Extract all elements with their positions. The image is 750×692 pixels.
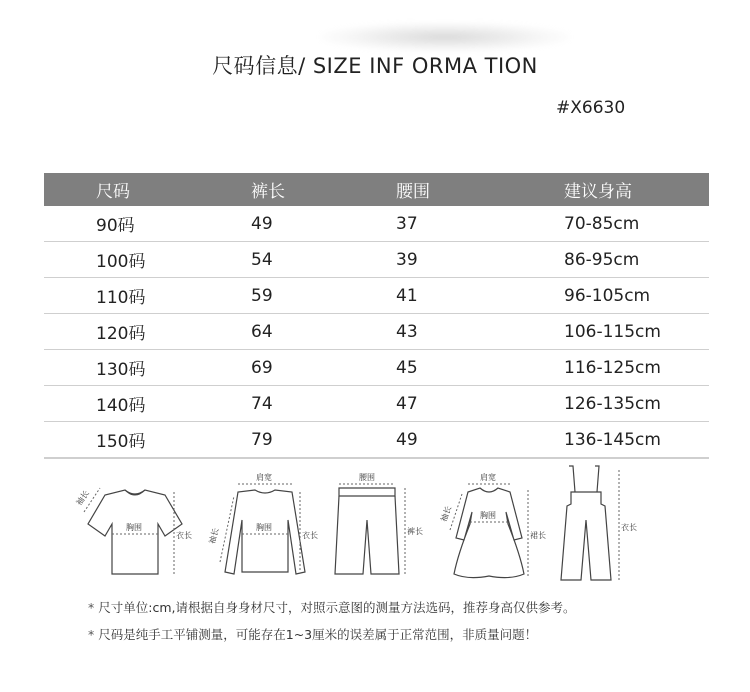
tshirt-sleeve-label: 袖长 bbox=[74, 488, 92, 508]
cell-waist: 41 bbox=[396, 278, 564, 314]
sweater-shoulder-label: 肩宽 bbox=[256, 473, 272, 482]
table-row bbox=[44, 314, 709, 350]
cell-waist: 45 bbox=[396, 350, 564, 386]
cell-size: 140码 bbox=[44, 386, 251, 422]
table-row bbox=[44, 386, 709, 422]
notes bbox=[88, 598, 576, 652]
cell-height: 136-145cm bbox=[564, 422, 709, 459]
table-row bbox=[44, 206, 709, 242]
cell-size: 100码 bbox=[44, 242, 251, 278]
cell-pants-length: 74 bbox=[251, 386, 396, 422]
cell-pants-length: 69 bbox=[251, 350, 396, 386]
header-size: 尺码 bbox=[44, 173, 251, 206]
page-title: 尺码信息/ SIZE INF ORMA TION bbox=[212, 54, 538, 78]
table-row bbox=[44, 242, 709, 278]
header-pants-length: 裤长 bbox=[251, 173, 396, 206]
asterisk-marker: * bbox=[88, 627, 95, 642]
note-item bbox=[88, 598, 576, 625]
sweater-length-label: 衣长 bbox=[302, 531, 318, 540]
table-row bbox=[44, 278, 709, 314]
cell-size: 120码 bbox=[44, 314, 251, 350]
dress-shoulder-label: 肩宽 bbox=[480, 473, 496, 482]
tshirt-length-label: 衣长 bbox=[176, 531, 192, 540]
cell-waist: 43 bbox=[396, 314, 564, 350]
tshirt-chest-label: 胸围 bbox=[126, 523, 142, 532]
header-smudge bbox=[320, 22, 570, 52]
product-code: #X6630 bbox=[556, 98, 626, 118]
cell-waist: 47 bbox=[396, 386, 564, 422]
cell-size: 110码 bbox=[44, 278, 251, 314]
sweater-sleeve-label: 袖长 bbox=[207, 527, 221, 545]
cell-height: 126-135cm bbox=[564, 386, 709, 422]
pants-diagram bbox=[325, 462, 435, 587]
header-height: 建议身高 bbox=[564, 173, 709, 206]
cell-size: 150码 bbox=[44, 422, 251, 459]
table-header-row bbox=[44, 173, 709, 206]
table-row bbox=[44, 350, 709, 386]
dress-sleeve-label: 袖长 bbox=[439, 504, 454, 524]
overalls-diagram bbox=[545, 462, 645, 587]
cell-pants-length: 54 bbox=[251, 242, 396, 278]
overalls-length-label: 衣长 bbox=[621, 523, 637, 532]
sweater-diagram bbox=[200, 462, 330, 587]
cell-height: 86-95cm bbox=[564, 242, 709, 278]
cell-size: 90码 bbox=[44, 206, 251, 242]
pants-waist-label: 腰围 bbox=[359, 473, 375, 482]
note-item bbox=[88, 625, 576, 652]
cell-waist: 49 bbox=[396, 422, 564, 459]
dress-diagram bbox=[430, 462, 550, 587]
dress-length-label: 裙长 bbox=[530, 531, 546, 540]
cell-waist: 37 bbox=[396, 206, 564, 242]
cell-height: 106-115cm bbox=[564, 314, 709, 350]
cell-pants-length: 49 bbox=[251, 206, 396, 242]
size-table bbox=[44, 173, 709, 459]
asterisk-marker: * bbox=[88, 600, 95, 615]
cell-size: 130码 bbox=[44, 350, 251, 386]
sweater-chest-label: 胸围 bbox=[256, 523, 272, 532]
cell-height: 96-105cm bbox=[564, 278, 709, 314]
note-text: 尺寸单位:cm,请根据自身身材尺寸，对照示意图的测量方法选码，推荐身高仅供参考。 bbox=[98, 600, 576, 615]
pants-length-label: 裤长 bbox=[407, 527, 423, 536]
cell-height: 70-85cm bbox=[564, 206, 709, 242]
header-waist: 腰围 bbox=[396, 173, 564, 206]
tshirt-diagram bbox=[70, 462, 200, 587]
cell-height: 116-125cm bbox=[564, 350, 709, 386]
dress-chest-label: 胸围 bbox=[480, 511, 496, 520]
note-text: 尺码是纯手工平铺测量，可能存在1~3厘米的误差属于正常范围，非质量问题！ bbox=[98, 627, 538, 642]
cell-pants-length: 64 bbox=[251, 314, 396, 350]
cell-pants-length: 59 bbox=[251, 278, 396, 314]
cell-pants-length: 79 bbox=[251, 422, 396, 459]
measurement-diagrams bbox=[60, 462, 700, 592]
cell-waist: 39 bbox=[396, 242, 564, 278]
table-row bbox=[44, 422, 709, 459]
